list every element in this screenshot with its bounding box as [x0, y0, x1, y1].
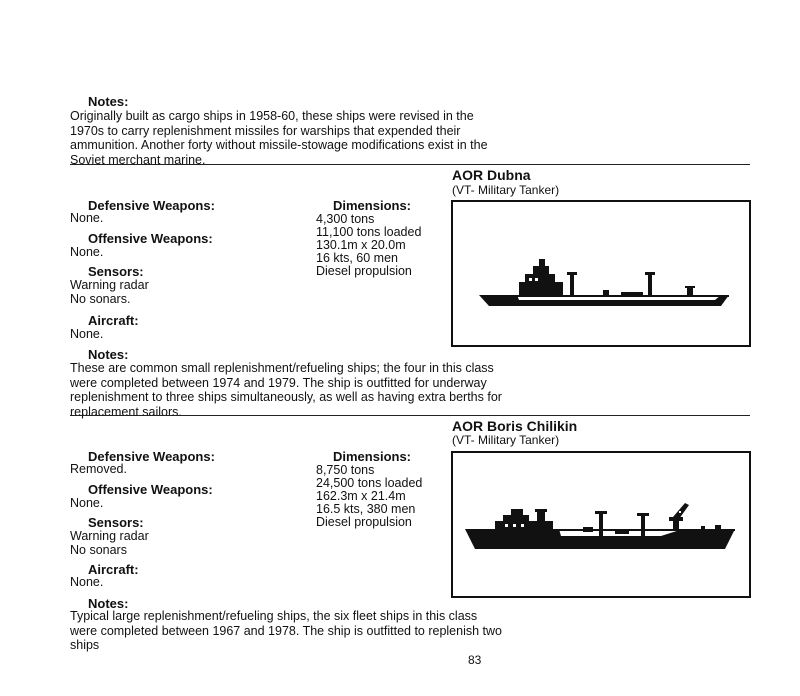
dubna-defensive-value: None.	[70, 211, 104, 225]
boris-subtitle: (VT- Military Tanker)	[452, 433, 560, 447]
boris-defensive-value: Removed.	[70, 462, 127, 476]
dubna-silhouette-frame	[451, 200, 751, 347]
dubna-subtitle: (VT- Military Tanker)	[452, 183, 560, 197]
dubna-sensors-heading: Sensors:	[88, 264, 144, 279]
dubna-defensive-heading: Defensive Weapons:	[88, 198, 215, 213]
dubna-dimension-line: 130.1m x 20.0m	[316, 238, 406, 252]
boris-sensors-heading: Sensors:	[88, 515, 144, 530]
dubna-notes-text: These are common small replenishment/refueling ships; the four in this class were completed between 1974 and 1979. The ship is outfitted for underway replenishment to three ships simultaneously, as well as having extra berths for replacement sailors.	[70, 361, 502, 419]
boris-aircraft-value: None.	[70, 575, 104, 589]
dubna-dimension-line: 16 kts, 60 men	[316, 251, 398, 265]
dubna-aircraft-value: None.	[70, 327, 104, 341]
dubna-sensors-line: Warning radar	[70, 278, 149, 292]
boris-aircraft-heading: Aircraft:	[88, 562, 139, 577]
top-notes-heading: Notes:	[88, 94, 129, 109]
boris-silhouette-frame	[451, 451, 751, 598]
section-divider	[70, 415, 750, 416]
boris-dimension-line: 24,500 tons loaded	[316, 476, 423, 490]
boris-sensors-line: Warning radar	[70, 529, 149, 543]
dubna-aircraft-heading: Aircraft:	[88, 313, 139, 328]
dubna-notes-heading: Notes:	[88, 347, 129, 362]
boris-offensive-heading: Offensive Weapons:	[88, 482, 213, 497]
dubna-offensive-heading: Offensive Weapons:	[88, 231, 213, 246]
section-divider	[70, 164, 750, 165]
boris-dimension-line: 162.3m x 21.4m	[316, 489, 406, 503]
boris-title: AOR Boris Chilikin	[452, 418, 578, 434]
boris-dimensions-heading: Dimensions:	[333, 449, 412, 464]
page-number: 83	[468, 653, 482, 667]
dubna-sensors-line: No sonars.	[70, 292, 131, 306]
dubna-ship-silhouette	[453, 202, 749, 345]
dubna-dimension-line: 11,100 tons loaded	[316, 225, 422, 239]
boris-dimension-line: 16.5 kts, 380 men	[316, 502, 416, 516]
boris-sensors-line: No sonars	[70, 543, 127, 557]
dubna-dimensions-heading: Dimensions:	[333, 198, 412, 213]
boris-notes-heading: Notes:	[88, 596, 129, 611]
dubna-dimension-line: Diesel propulsion	[316, 264, 412, 278]
top-notes-text: Originally built as cargo ships in 1958-60, these ships were revised in the 1970s to carry replenishment missiles for warships that expended their ammunition. Another forty without missile-stowage modifications exist in the Soviet merchant marine.	[70, 109, 488, 167]
boris-dimension-line: 8,750 tons	[316, 463, 375, 477]
boris-offensive-value: None.	[70, 496, 104, 510]
boris-notes-text: Typical large replenishment/refueling ships, the six fleet ships in this class were completed between 1967 and 1978. The ship is outfitted to replenish two ships	[70, 609, 502, 652]
boris-ship-silhouette	[453, 453, 749, 596]
dubna-offensive-value: None.	[70, 245, 104, 259]
boris-defensive-heading: Defensive Weapons:	[88, 449, 215, 464]
dubna-title: AOR Dubna	[452, 167, 531, 183]
dubna-dimension-line: 4,300 tons	[316, 212, 375, 226]
boris-dimension-line: Diesel propulsion	[316, 515, 412, 529]
